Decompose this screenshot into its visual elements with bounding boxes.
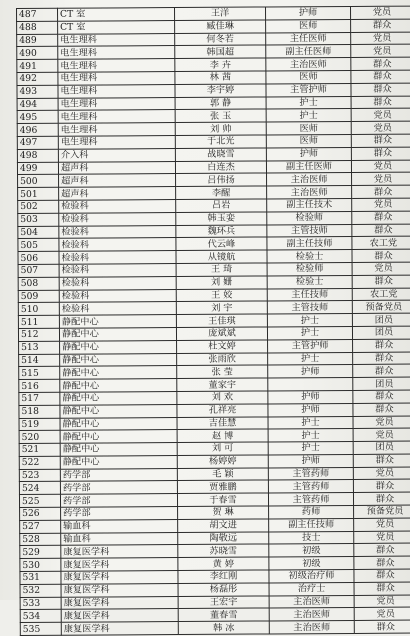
row-number: 498: [17, 149, 58, 162]
political-status-cell: 团员: [353, 441, 410, 454]
political-status-cell: 群众: [354, 544, 410, 557]
name-cell: 张 莹: [177, 365, 268, 378]
job-title-cell: 护师: [268, 390, 353, 403]
row-number: 518: [19, 405, 60, 418]
job-title-cell: 主治医师: [269, 595, 354, 608]
job-title-cell: 主治医师: [267, 186, 352, 199]
row-number: 530: [20, 559, 61, 572]
political-status-cell: 农工党: [352, 236, 410, 249]
job-title-cell: 护师: [268, 365, 353, 378]
job-title-cell: 护士: [268, 442, 353, 455]
name-cell: 刘 宇: [176, 301, 267, 314]
political-status-cell: 党员: [350, 6, 410, 19]
name-cell: 孔祥亮: [177, 404, 268, 417]
name-cell: 毛 颖: [177, 468, 268, 481]
row-number: 511: [18, 315, 59, 328]
political-status-cell: 群众: [351, 83, 410, 96]
row-number: 489: [17, 34, 58, 47]
name-cell: 于春雪: [177, 493, 268, 506]
job-title-cell: 初级治疗师: [269, 570, 354, 583]
department-cell: 超声科: [58, 161, 175, 175]
political-status-cell: 群众: [352, 224, 410, 237]
political-status-cell: 群众: [351, 19, 410, 32]
name-cell: 臧佳琳: [175, 20, 266, 33]
row-number: 531: [20, 571, 61, 584]
department-cell: 康复医学科: [61, 622, 178, 636]
name-cell: 王 姣: [176, 289, 267, 302]
row-number: 516: [19, 379, 60, 392]
name-cell: 李 卉: [175, 58, 266, 71]
name-cell: 胡文进: [178, 519, 269, 532]
department-cell: 康复医学科: [61, 583, 178, 597]
name-cell: 白连杰: [175, 161, 266, 174]
department-cell: 输血科: [61, 532, 178, 546]
political-status-cell: 农工党: [352, 288, 410, 301]
job-title-cell: 主治医师: [266, 58, 351, 71]
name-cell: 黄 婷: [178, 557, 269, 570]
name-cell: 董家宇: [177, 378, 268, 391]
roster-body: [17, 6, 410, 635]
political-status-cell: 党员: [354, 518, 410, 531]
name-cell: 王 琦: [176, 263, 267, 276]
job-title-cell: 护师: [266, 147, 351, 160]
name-cell: 李醒: [176, 186, 267, 199]
department-cell: 检验科: [59, 263, 176, 277]
row-number: 510: [18, 303, 59, 316]
name-cell: 贾雅鹏: [177, 480, 268, 493]
job-title-cell: 主管技师: [267, 224, 352, 237]
row-number: 505: [18, 239, 59, 252]
political-status-cell: 群众: [352, 211, 410, 224]
name-cell: 郭 静: [175, 97, 266, 110]
row-number: 534: [20, 610, 61, 623]
department-cell: 康复医学科: [61, 571, 178, 585]
political-status-cell: 群众: [351, 134, 410, 147]
department-cell: 电生理科: [58, 72, 175, 86]
job-title-cell: 护士: [266, 96, 351, 109]
row-number: 535: [20, 622, 61, 635]
political-status-cell: 党员: [351, 44, 410, 57]
department-cell: 静配中心: [60, 443, 177, 457]
row-number: 492: [17, 72, 58, 85]
row-number: 508: [18, 277, 59, 290]
name-cell: 赵 博: [177, 429, 268, 442]
staff-roster-table: [16, 6, 410, 636]
row-number: 524: [19, 482, 60, 495]
name-cell: 杜文婷: [177, 340, 268, 353]
department-cell: 药学部: [60, 494, 177, 508]
job-title-cell: 主管护师: [266, 83, 351, 96]
department-cell: 超声科: [59, 187, 176, 201]
job-title-cell: 护士: [268, 352, 353, 365]
job-title-cell: 护师: [268, 403, 353, 416]
department-cell: 电生理科: [58, 59, 175, 73]
political-status-cell: 群众: [351, 147, 410, 160]
job-title-cell: 护士: [266, 109, 351, 122]
political-status-cell: 党员: [351, 160, 410, 173]
job-title-cell: 药师: [269, 506, 354, 519]
row-number: 533: [20, 597, 61, 610]
department-cell: 超声科: [59, 174, 176, 188]
political-status-cell: 党员: [351, 121, 410, 134]
political-status-cell: 群众: [351, 70, 410, 83]
political-status-cell: 党员: [353, 467, 410, 480]
row-number: 503: [18, 213, 59, 226]
name-cell: 吕伟扬: [176, 173, 267, 186]
department-cell: 静配中心: [59, 315, 176, 329]
name-cell: 韩 冰: [178, 621, 269, 634]
political-status-cell: 预备党员: [354, 505, 410, 518]
row-number: 522: [19, 456, 60, 469]
job-title-cell: 医师: [266, 122, 351, 135]
job-title-cell: 治疗士: [269, 582, 354, 595]
department-cell: 静配中心: [60, 430, 177, 444]
department-cell: 康复医学科: [61, 609, 178, 623]
job-title-cell: 初级: [269, 557, 354, 570]
department-cell: 康复医学科: [61, 596, 178, 610]
political-status-cell: 党员: [354, 608, 410, 621]
name-cell: 刘 欢: [177, 391, 268, 404]
job-title-cell: 检验士: [267, 250, 352, 263]
political-status-cell: 群众: [354, 556, 410, 569]
political-status-cell: 党员: [352, 262, 410, 275]
political-status-cell: 群众: [351, 57, 410, 70]
name-cell: 刘 姗: [176, 276, 267, 289]
political-status-cell: 党员: [351, 32, 410, 45]
row-number: 496: [17, 123, 58, 136]
job-title-cell: 技士: [269, 531, 354, 544]
department-cell: 静配中心: [60, 353, 177, 367]
name-cell: 李宇婷: [175, 84, 266, 97]
department-cell: 康复医学科: [61, 545, 178, 559]
name-cell: 从镜航: [176, 250, 267, 263]
row-number: 526: [20, 507, 61, 520]
department-cell: 电生理科: [58, 46, 175, 60]
job-title-cell: 主管药师: [268, 480, 353, 493]
department-cell: CT 室: [58, 8, 175, 22]
department-cell: 检验科: [59, 238, 176, 252]
job-title-cell: 主治医师: [269, 608, 354, 621]
department-cell: 电生理科: [58, 84, 175, 98]
department-cell: 静配中心: [60, 404, 177, 418]
row-number: 490: [17, 47, 58, 60]
name-cell: 吕岩: [176, 199, 267, 212]
job-title-cell: 医师: [266, 134, 351, 147]
name-cell: 苏晓雪: [178, 544, 269, 557]
political-status-cell: 群众: [354, 620, 410, 633]
department-cell: 静配中心: [60, 366, 177, 380]
political-status-cell: 党员: [353, 416, 410, 429]
department-cell: 电生理科: [58, 135, 175, 149]
job-title-cell: 检验师: [267, 211, 352, 224]
department-cell: 药学部: [60, 481, 177, 495]
row-number: 532: [20, 584, 61, 597]
political-status-cell: 党员: [352, 198, 410, 211]
name-cell: 王洋: [175, 7, 266, 20]
department-cell: 静配中心: [60, 455, 177, 469]
name-cell: 于北光: [175, 135, 266, 148]
political-status-cell: 团员: [352, 326, 410, 339]
department-cell: 静配中心: [60, 340, 177, 354]
row-number: 501: [18, 187, 59, 200]
name-cell: 陶敬远: [178, 532, 269, 545]
name-cell: 何冬若: [175, 33, 266, 46]
row-number: 523: [19, 469, 60, 482]
name-cell: 林 茜: [175, 71, 266, 84]
name-cell: 战晓雪: [175, 148, 266, 161]
department-cell: 电生理科: [58, 110, 175, 124]
name-cell: 张雨欣: [177, 352, 268, 365]
job-title-cell: 医师: [266, 70, 351, 83]
job-title-cell: 副主任医师: [266, 45, 351, 58]
department-cell: 康复医学科: [61, 558, 178, 572]
row-number: 513: [19, 341, 60, 354]
political-status-cell: 党员: [353, 428, 410, 441]
row-number: 528: [20, 533, 61, 546]
row-number: 525: [19, 495, 60, 508]
job-title-cell: 医师: [266, 19, 351, 32]
row-number: 521: [19, 443, 60, 456]
department-cell: 检验科: [59, 276, 176, 290]
name-cell: 李红刚: [178, 570, 269, 583]
name-cell: 魏环兵: [176, 225, 267, 238]
name-cell: 王宏宇: [178, 596, 269, 609]
job-title-cell: 主管药师: [268, 493, 353, 506]
row-number: 488: [17, 21, 58, 34]
row-number: 502: [18, 200, 59, 213]
row-number: 507: [18, 264, 59, 277]
department-cell: 输血科: [61, 519, 178, 533]
row-number: 491: [17, 59, 58, 72]
department-cell: 检验科: [59, 199, 176, 213]
political-status-cell: 预备党员: [352, 300, 410, 313]
row-number: 494: [17, 98, 58, 111]
row-number: 527: [20, 520, 61, 533]
row-number: 504: [18, 226, 59, 239]
job-title-cell: 检验士: [267, 275, 352, 288]
name-cell: 董春雪: [178, 608, 269, 621]
job-title-cell: 护师: [268, 454, 353, 467]
name-cell: 刘 帅: [175, 122, 266, 135]
political-status-cell: 群众: [353, 454, 410, 467]
name-cell: 庞斌斌: [176, 327, 267, 340]
row-number: 509: [18, 290, 59, 303]
row-number: 517: [19, 392, 60, 405]
job-title-cell: 主治医师: [267, 173, 352, 186]
political-status-cell: 党员: [354, 531, 410, 544]
job-title-cell: 主任技师: [267, 288, 352, 301]
job-title-cell: [268, 378, 353, 391]
political-status-cell: 群众: [353, 390, 410, 403]
job-title-cell: 副主任医师: [266, 160, 351, 173]
political-status-cell: 群众: [353, 403, 410, 416]
department-cell: 静配中心: [60, 391, 177, 405]
political-status-cell: 群众: [353, 480, 410, 493]
job-title-cell: 主管护师: [268, 339, 353, 352]
row-number: 499: [17, 162, 58, 175]
row-number: 506: [18, 251, 59, 264]
job-title-cell: 护师: [265, 6, 350, 19]
department-cell: 检验科: [59, 212, 176, 226]
job-title-cell: 主管技师: [267, 301, 352, 314]
political-status-cell: 群众: [353, 339, 410, 352]
political-status-cell: 党员: [352, 172, 410, 185]
row-number: 520: [19, 431, 60, 444]
political-status-cell: 群众: [352, 275, 410, 288]
name-cell: 杨婷婷: [177, 455, 268, 468]
job-title-cell: 初级: [269, 544, 354, 557]
row-number: 495: [17, 111, 58, 124]
job-title-cell: 护士: [267, 314, 352, 327]
job-title-cell: 副主任技师: [267, 237, 352, 250]
political-status-cell: 群众: [352, 185, 410, 198]
job-title-cell: 副主任技师: [269, 518, 354, 531]
row-number: 529: [20, 546, 61, 559]
name-cell: 韩国超: [175, 45, 266, 58]
political-status-cell: 团员: [353, 377, 410, 390]
name-cell: 韩玉娈: [176, 212, 267, 225]
political-status-cell: 团员: [352, 313, 410, 326]
department-cell: 检验科: [59, 225, 176, 239]
department-cell: 静配中心: [60, 379, 177, 393]
job-title-cell: 检验师: [267, 262, 352, 275]
political-status-cell: 群众: [354, 569, 410, 582]
job-title-cell: 主管药师: [268, 467, 353, 480]
name-cell: 贺 琳: [178, 506, 269, 519]
political-status-cell: 群众: [353, 492, 410, 505]
department-cell: 药学部: [61, 507, 178, 521]
name-cell: 代云峰: [176, 237, 267, 250]
row-number: 493: [17, 85, 58, 98]
political-status-cell: 群众: [353, 352, 410, 365]
row-number: 500: [18, 175, 59, 188]
row-number: 512: [18, 328, 59, 341]
job-title-cell: 护士: [267, 326, 352, 339]
political-status-cell: 群众: [351, 96, 410, 109]
job-title-cell: 护士: [268, 429, 353, 442]
department-cell: 药学部: [60, 468, 177, 482]
department-cell: 检验科: [59, 302, 176, 316]
row-number: 487: [17, 8, 58, 21]
political-status-cell: 群众: [353, 364, 410, 377]
name-cell: 张 玉: [175, 109, 266, 122]
row-number: 515: [19, 367, 60, 380]
department-cell: 电生理科: [58, 97, 175, 111]
political-status-cell: 党员: [354, 595, 410, 608]
department-cell: CT 室: [58, 20, 175, 34]
row-number: 497: [17, 136, 58, 149]
job-title-cell: 主治医师: [269, 621, 354, 634]
row-number: 519: [19, 418, 60, 431]
department-cell: 电生理科: [58, 123, 175, 137]
department-cell: 电生理科: [58, 33, 175, 47]
job-title-cell: 主任医师: [266, 32, 351, 45]
name-cell: 王佳琪: [176, 314, 267, 327]
job-title-cell: 副主任技术: [267, 198, 352, 211]
department-cell: 介入科: [58, 148, 175, 162]
name-cell: 吉佳慧: [177, 416, 268, 429]
political-status-cell: 群众: [352, 249, 410, 262]
name-cell: 杨磊彤: [178, 583, 269, 596]
department-cell: 检验科: [59, 289, 176, 303]
job-title-cell: 护士: [268, 416, 353, 429]
department-cell: 静配中心: [60, 417, 177, 431]
department-cell: 静配中心: [59, 327, 176, 341]
row-number: 514: [19, 354, 60, 367]
political-status-cell: 党员: [351, 108, 410, 121]
department-cell: 检验科: [59, 251, 176, 265]
political-status-cell: 群众: [354, 582, 410, 595]
name-cell: 刘 可: [177, 442, 268, 455]
table-row: [20, 620, 410, 635]
